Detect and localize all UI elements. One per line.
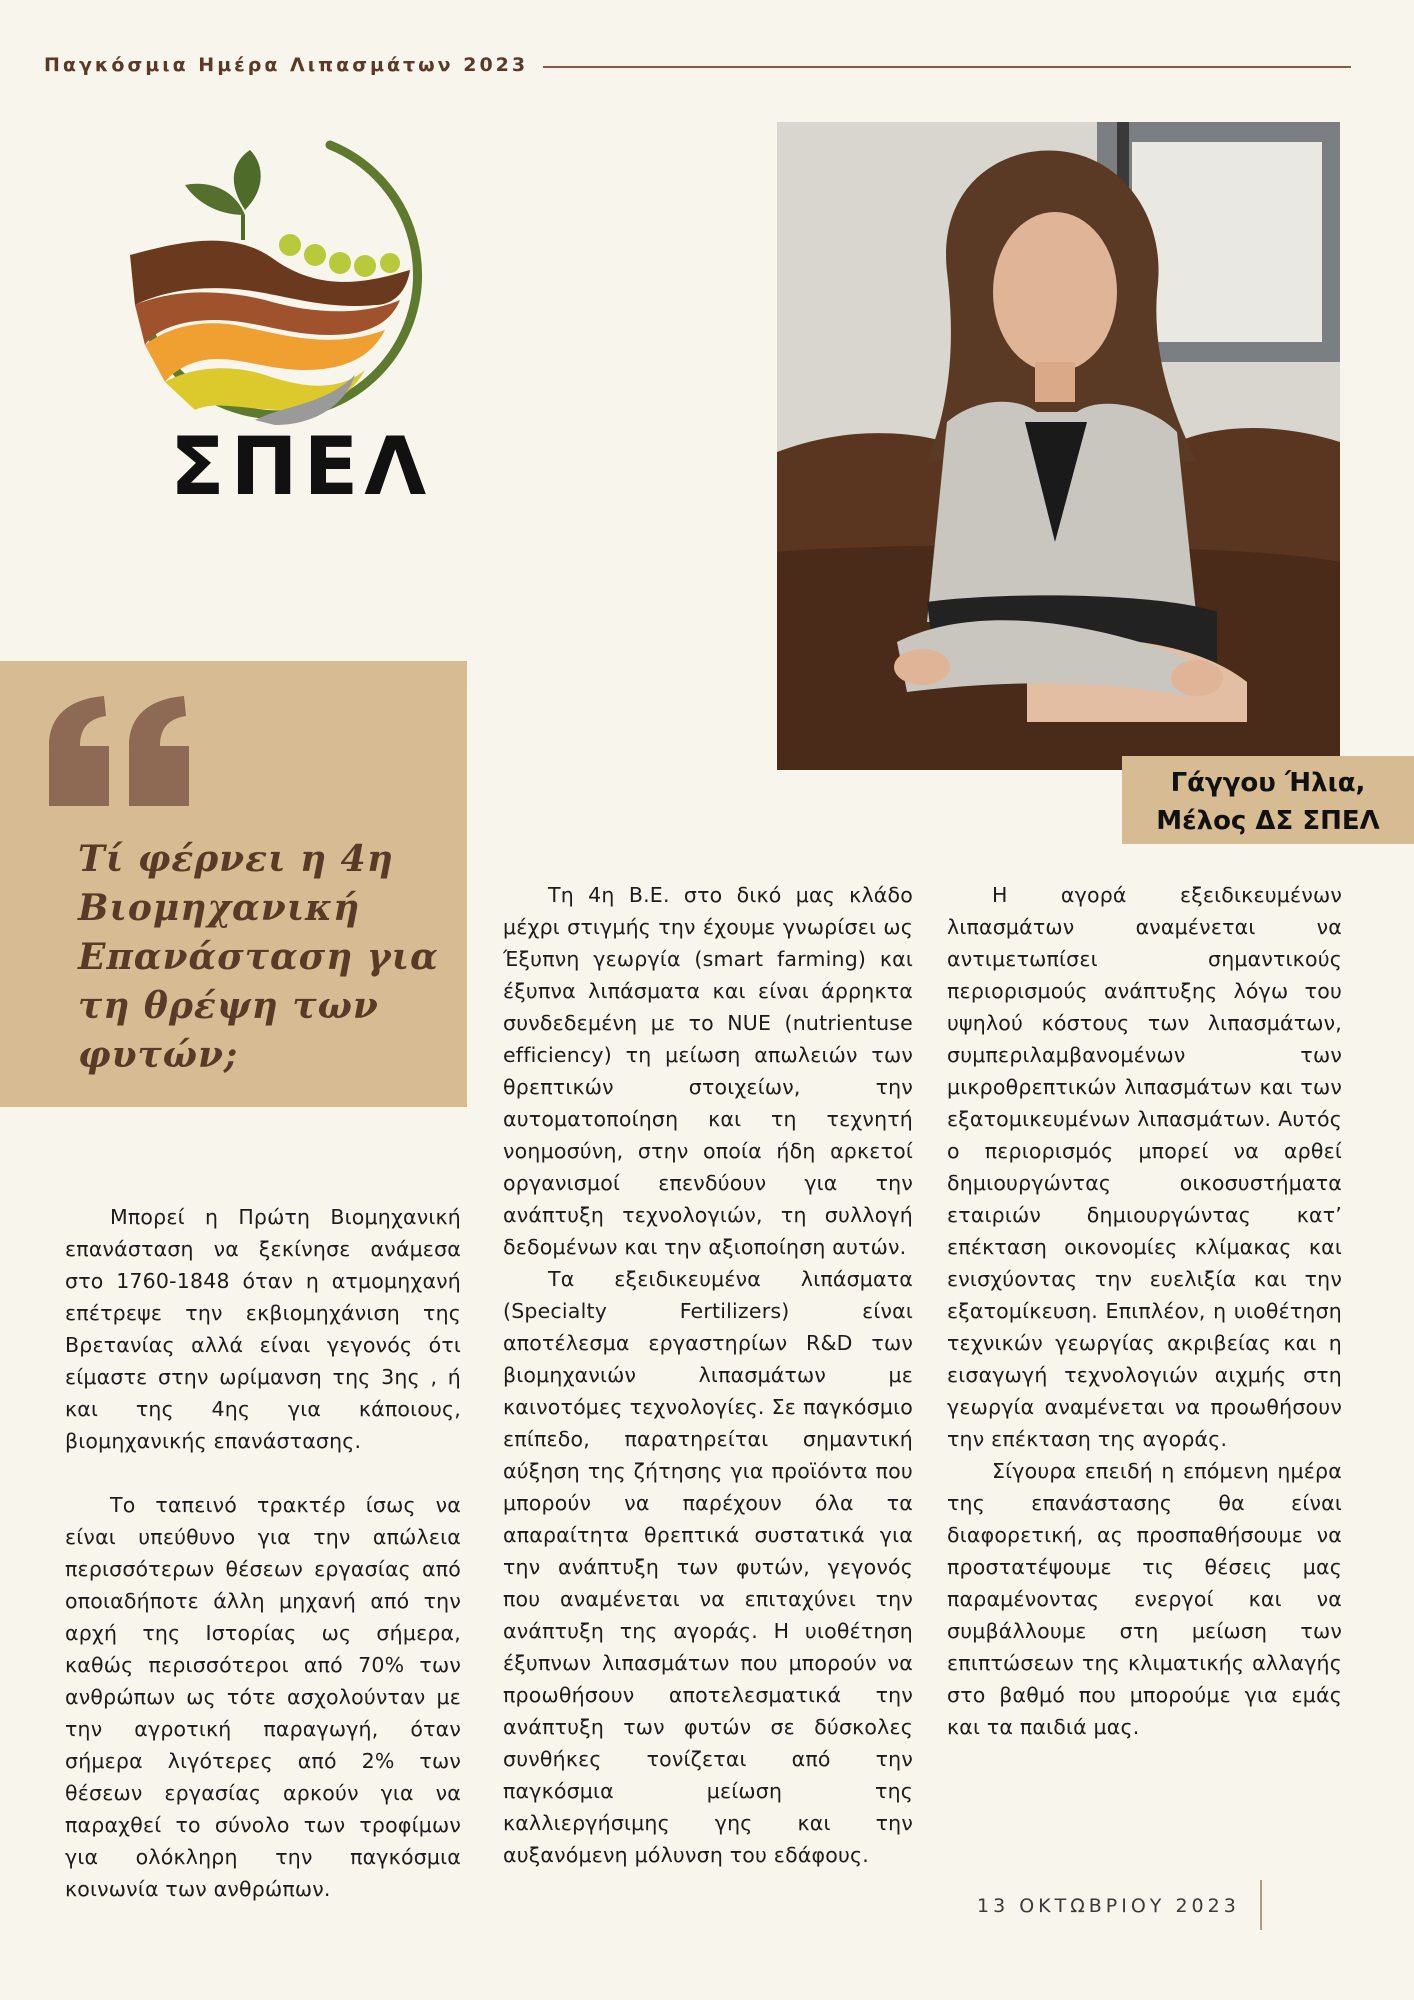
header-divider bbox=[543, 66, 1351, 68]
spel-logo bbox=[125, 120, 433, 520]
pull-quote-text: Τί φέρνει η 4η Βιομηχανική Επανάσταση για τη θρέψη των φυτών; bbox=[78, 838, 439, 1076]
photo-caption bbox=[1122, 756, 1414, 844]
quote-mark-icon bbox=[44, 691, 194, 811]
paragraph: Η αγορά εξειδικευμένων λιπασμάτων αναμένεται να αντιμετωπίσει σημαντικούς περιορισμούς ανάπτυξης λόγω του υψηλού κόστους των λιπασμάτων, συμπεριλαμβανομένων των μικροθρεπτικών λιπασμάτων και των εξατομικευμένων λιπασμάτων. Αυτός ο περιορισμός μπορεί να αρθεί δημιουργώντας οικοσυστήματα εταιριών δημιουργώντας κατ’ επέκταση οικονομίες κλίμακας και ενισχύοντας την ευελιξία και την εξατομίκευση. Επιπλέον, η υιοθέτηση τεχνικών γεωργίας ακριβείας και η εισαγωγή τεχνολογιών αιχμής στη γεωργία αναμένεται να προωθήσουν την επέκταση της αγοράς. bbox=[947, 883, 1342, 1451]
paragraph: Τη 4η Β.Ε. στο δικό μας κλάδο μέχρι στιγμής την έχουμε γνωρίσει ως Έξυπνη γεωργία (smart farming) και έξυπνα λιπάσματα και είναι άρρηκτα συνδεδεμένη με το NUE (nutrientuse efficiency) τη μείωση απωλειών των θρεπτικών στοιχείων, την αυτοματοποίηση και τη τεχνητή νοημοσύνη, στην οποία ήδη αρκετοί οργανισμοί επενδύουν για την ανάπτυξη τεχνολογιών, τη συλλογή δεδομένων και την αξιοποίηση αυτών. bbox=[503, 883, 913, 1259]
footer-divider bbox=[1260, 1880, 1262, 1930]
caption-role: Μέλος ΔΣ ΣΠΕΛ bbox=[1156, 806, 1380, 836]
leaf-icon bbox=[234, 150, 261, 210]
caption-name: Γάγγου Ήλια, bbox=[1170, 768, 1366, 798]
paragraph: Σίγουρα επειδή η επόμενη ημέρα της επανάστασης θα είναι διαφορετική, ας προσπαθήσουμε να προστατέψουμε τις θέσεις μας παραμένοντας ενεργοί και να συμβάλλουμε στη μείωση των επιπτώσεων της κλιματικής αλλαγής στο βαθμό που μπορούμε για εμάς και τα παιδιά μας. bbox=[947, 1459, 1342, 1739]
paragraph: Τα εξειδικευμένα λιπάσματα (Specialty Fertilizers) είναι αποτέλεσμα εργαστηρίων R&D των βιομηχανιών λιπασμάτων με καινοτόμες τεχνολογίες. Σε παγκόσμιο επίπεδο, παρατηρείται σημαντική αύξηση της ζήτησης για προϊόντα που μπορούν να παρέχουν όλα τα απαραίτητα θρεπτικά συστατικά για την ανάπτυξη των φυτών, γεγονός που αναμένεται να επιταχύνει την ανάπτυξη της αγοράς. Η υιοθέτηση έξυπνων λιπασμάτων που μπορούν να προωθήσουν αποτελεσματικά την ανάπτυξη των φυτών σε δύσκολες συνθήκες τονίζεται από την παγκόσμια μείωση της καλλιεργήσιμης γης και την αυξανόμενη μόλυνση του εδάφους. bbox=[503, 1267, 913, 1867]
paragraph: Μπορεί η Πρώτη Βιομηχανική επανάσταση να ξεκίνησε ανάμεσα στο 1760-1848 όταν η ατμομηχανή επέτρεψε την εκβιομηχάνιση της Βρετανίας αλλά είναι γεγονός ότι είμαστε στην ωρίμανση της 3ης , ή και της 4ης για κάποιους, βιομηχανικής επανάστασης. bbox=[65, 1205, 461, 1453]
pull-quote bbox=[0, 661, 467, 1107]
logo-text: ΣΠΕΛ bbox=[170, 420, 433, 513]
article-column-1 bbox=[65, 1201, 461, 1905]
article-column-2 bbox=[503, 879, 913, 1871]
header-title: Παγκόσμια Ημέρα Λιπασμάτων 2023 bbox=[44, 54, 529, 76]
article-column-3 bbox=[947, 879, 1342, 1743]
portrait-photo bbox=[777, 122, 1340, 770]
footer-date: 13 ΟΚΤΩΒΡΙΟΥ 2023 bbox=[977, 1895, 1240, 1917]
paragraph: Το ταπεινό τρακτέρ ίσως να είναι υπεύθυνο για την απώλεια περισσότερων θέσεων εργασίας από οποιαδήποτε άλλη μηχανή από την αρχή της Ιστορίας ως σήμερα, καθώς περισσότεροι από 70% των ανθρώπων ως τότε ασχολούνταν με την αγροτική παραγωγή, όταν σήμερα λιγότερες από 2% των θέσεων εργασίας αρκούν για να παραχθεί το σύνολο των τροφίμων για ολόκληρη την παγκόσμια κοινωνία των ανθρώπων. bbox=[65, 1493, 461, 1901]
